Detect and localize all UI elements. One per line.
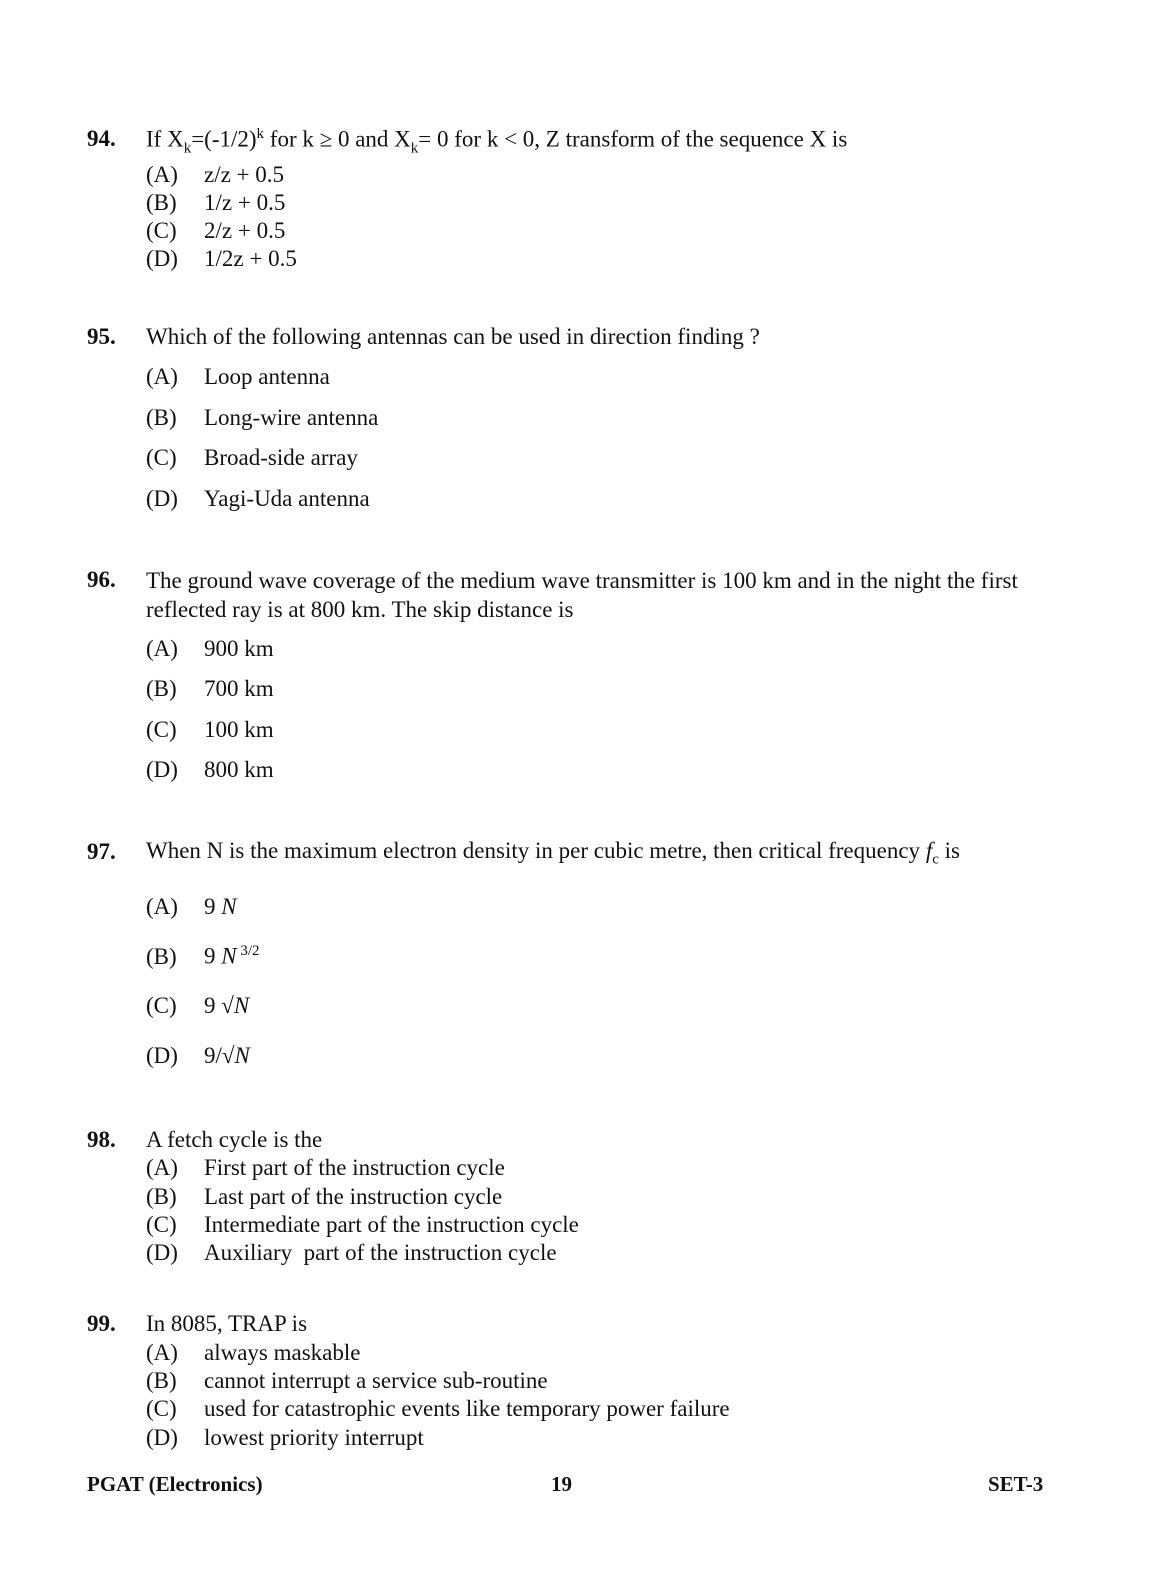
option-a: (A) Loop antenna xyxy=(146,364,330,389)
option-b: (B) 700 km xyxy=(146,676,274,701)
question-stem: A fetch cycle is the xyxy=(146,1127,323,1152)
option-d: (D) 800 km xyxy=(146,757,274,782)
question-stem: If $X_k=(-1/2)^k$ for k ≥ 0 and $X_k= 0$ for k < 0, Z transform of the sequence X is xyxy=(146,126,848,157)
page-number: 19 xyxy=(551,1472,572,1496)
question-number: 97. xyxy=(87,839,116,864)
option-c: (C) used for catastrophic events like temporary power failure xyxy=(146,1396,730,1421)
option-d: (D) Auxiliary part of the instruction cycle xyxy=(146,1240,557,1265)
question-number: 98. xyxy=(87,1127,116,1152)
option-b: (B) 1/z + 0.5 xyxy=(146,190,286,215)
option-a: (A) always maskable xyxy=(146,1340,361,1365)
option-c: (C) Broad-side array xyxy=(146,445,358,470)
question-stem: Which of the following antennas can be used in direction finding ? xyxy=(146,324,760,349)
option-b: (B) Long-wire antenna xyxy=(146,405,379,430)
question-stem: The ground wave coverage of the medium wave transmitter is 100 km and in the night the first reflected ray is at 800 km. The skip distance is xyxy=(146,568,1018,622)
option-a: (A) First part of the instruction cycle xyxy=(146,1155,505,1180)
footer-exam-title: PGAT (Electronics) xyxy=(87,1472,263,1496)
option-d: (D) 1/2z + 0.5 xyxy=(146,246,297,271)
option-c: (C) 100 km xyxy=(146,717,274,742)
option-d: (D) 9/√N xyxy=(146,1043,250,1068)
option-a: (A) 9 N xyxy=(146,894,237,919)
footer-set-code: SET-3 xyxy=(988,1472,1044,1496)
question-number: 95. xyxy=(87,324,116,349)
option-a: (A) 900 km xyxy=(146,636,274,661)
option-c: (C) 2/z + 0.5 xyxy=(146,218,286,243)
option-a: (A) z/z + 0.5 xyxy=(146,162,285,187)
option-c: (C) 9 √N xyxy=(146,993,250,1018)
option-b: (B) 9 N $^{3/2}$ xyxy=(146,943,260,969)
question-number: 99. xyxy=(87,1311,116,1336)
question-number: 94. xyxy=(87,126,116,151)
option-d: (D) lowest priority interrupt xyxy=(146,1425,424,1450)
option-c: (C) Intermediate part of the instruction cycle xyxy=(146,1212,579,1237)
option-b: (B) cannot interrupt a service sub-routine xyxy=(146,1368,548,1393)
question-stem: In 8085, TRAP is xyxy=(146,1311,308,1336)
question-stem: When N is the maximum electron density in per cubic metre, then critical frequency $f_c$ is xyxy=(146,838,960,868)
option-b: (B) Last part of the instruction cycle xyxy=(146,1184,503,1209)
option-d: (D) Yagi-Uda antenna xyxy=(146,486,370,511)
question-number: 96. xyxy=(87,567,116,592)
